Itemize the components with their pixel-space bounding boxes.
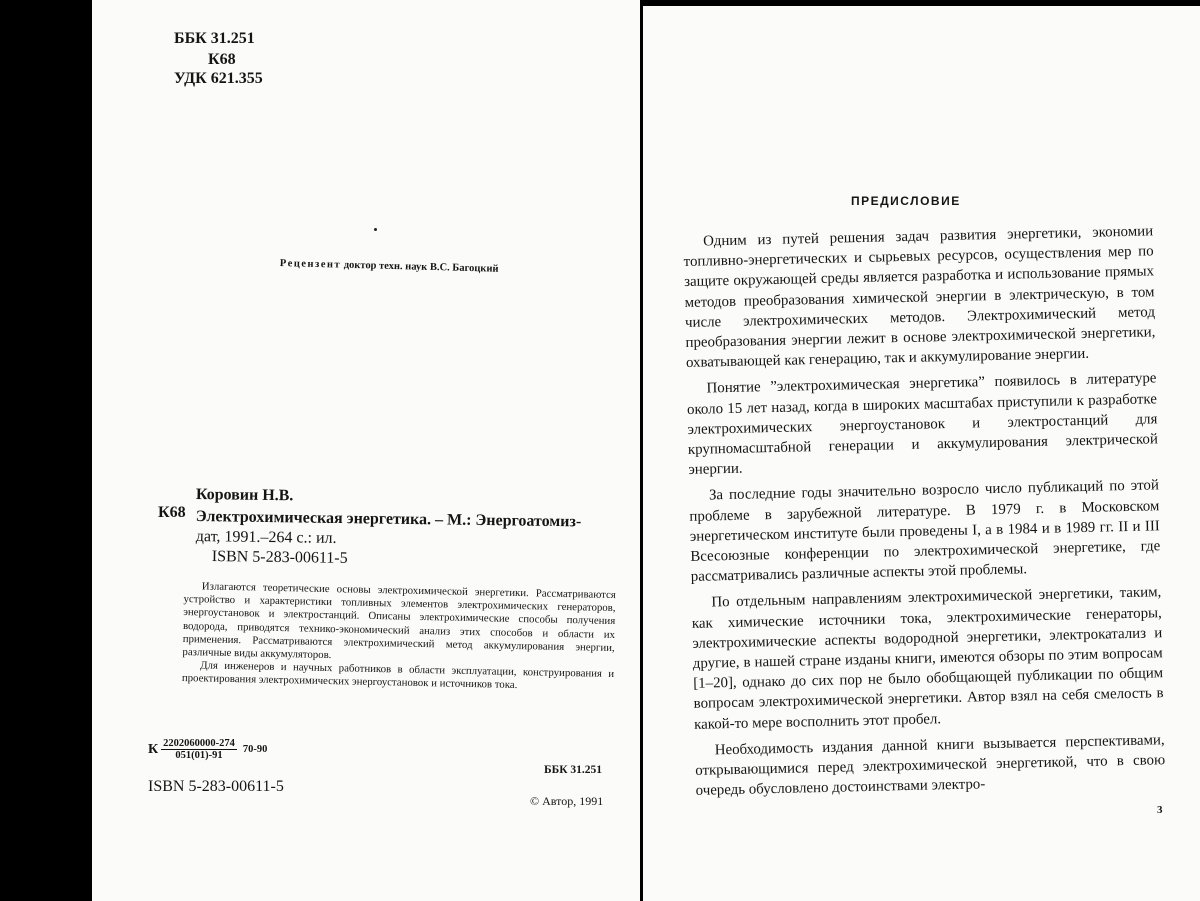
index-code	[148, 738, 267, 761]
preface-paragraph: Одним из путей решения задач развития энергетики, экономии топливно-энергетических и сырьевых ресурсов, осуществления мер по защите окружающей среды является разработка и использование прямых методов преобразования химической энергии в электрическую, в том числе электрохимических методов. Электрохимический метод преобразования энергии лежит в основе электрохимической энергетики, охватывающей как генерацию, так и аккумулирование энергии.	[683, 223, 1156, 372]
index-prefix: К	[148, 741, 159, 757]
index-suffix: 70-90	[242, 744, 268, 755]
preface-paragraph: По отдельным направлениям электрохимической энергетики, таким, как химические источники тока, электрохимические генераторы, электрохимические аспекты водородной энергетики, электрокатализ и другие, в нашей стране изданы книги, имеются обзоры по этим вопросам [1–20], однако до сих пор не было обобщающей публикации по общим вопросам электрохимической энергетики. Автор взял на себя смелость в какой-то мере восполнить этот пробел.	[691, 584, 1164, 733]
preface-paragraph: За последние годы значительно возросло число публикаций по этой проблеме в зарубежной литературе. В 1979 г. в Московском энергетическом институте были проведены I, а в 1984 и в 1989 гг. II и III Всесоюзные конференции по электрохимической энергетике, где рассматривались различные аспекты этой проблемы.	[689, 477, 1161, 586]
catalog-author: Коровин Н.В.	[195, 486, 294, 505]
bbk-bottom: ББК 31.251	[544, 764, 603, 776]
udk-code: УДК 621.355	[174, 70, 263, 87]
abstract-paragraph: Для инженеров и научных работников в области эксплуатации, конструирования и проектирования электрохимических энергоустановок и источников тока.	[181, 659, 615, 692]
catalog-code: К68	[158, 504, 186, 521]
reviewer-label: Рецензент	[279, 258, 342, 271]
preface-body	[683, 221, 1166, 801]
index-numerator: 2202060000-274	[163, 738, 235, 749]
index-fraction	[161, 738, 237, 761]
preface-paragraph: Необходимость издания данной книги вызывается перспективами, открывающимися перед электрохимической энергетикой, что в свою очередь обусловлено достоинствами электро-	[695, 732, 1166, 800]
bbk-code: ББК 31.251	[174, 30, 255, 47]
author-mark: К68	[208, 51, 236, 68]
catalog-title-text: Электрохимическая энергетика. – М.: Энергоатомиз-	[195, 507, 582, 531]
preface-title: ПРЕДИСЛОВИЕ	[851, 194, 961, 208]
left-page	[92, 0, 640, 901]
speck	[374, 228, 377, 231]
isbn-bottom: ISBN 5-283-00611-5	[148, 778, 284, 795]
reviewer-line	[280, 258, 499, 275]
right-page	[643, 6, 1200, 901]
abstract	[182, 580, 616, 695]
index-denominator: 051(01)-91	[175, 750, 223, 761]
page-number: 3	[1157, 804, 1163, 816]
reviewer-name: доктор техн. наук В.С. Багоцкий	[343, 259, 499, 275]
copyright: © Автор, 1991	[530, 794, 604, 808]
abstract-paragraph: Излагаются теоретические основы электрохимической энергетики. Рассматриваются устройство и характеристики топливных элементов электрохимических генераторов, энергоустановок и электростанций. Описаны электрохимические способы получения водорода, приводятся технико-экономический анализ этих способов и области их применения. Рассматриваются электрохимический метод аккумулирования энергии, различные виды аккумуляторов.	[182, 580, 616, 662]
catalog-isbn: ISBN 5-283-00611-5	[211, 547, 348, 567]
preface-paragraph: Понятие ”электрохимическая энергетика” появилось в литературе около 15 лет назад, когда в широких масштабах приступили к разработке электрохимических энергоустановок и электростанций для крупномасштабной генерации и аккумулирования электрической энергии.	[686, 370, 1159, 479]
catalog-title-line-2: дат, 1991.–264 с.: ил.	[195, 527, 337, 547]
